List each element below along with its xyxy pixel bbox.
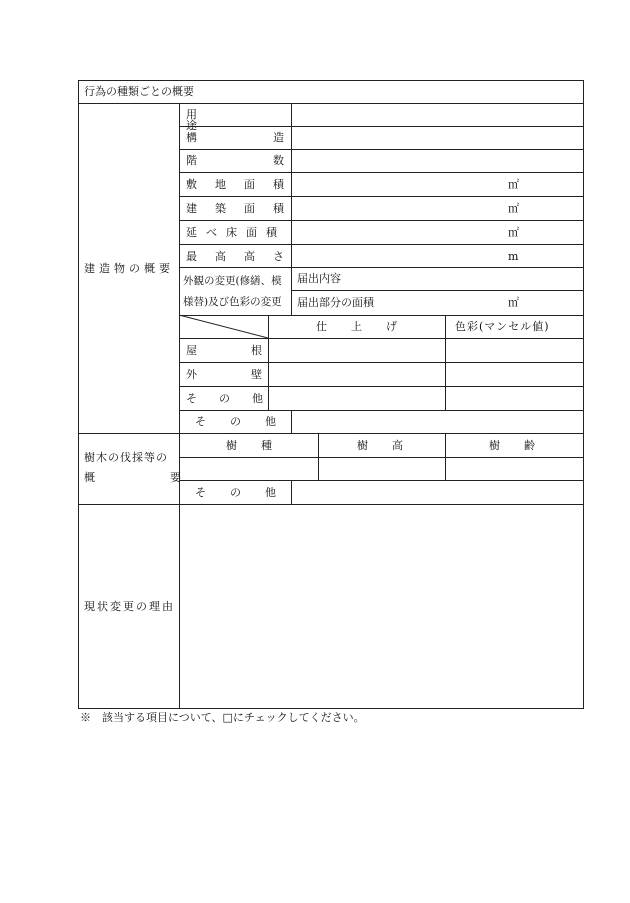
field-max-height[interactable] bbox=[292, 245, 502, 267]
footnote: ※ 該当する項目について、□にチェックしてください。 bbox=[80, 711, 365, 724]
trees-section-label-2: 概要 bbox=[84, 471, 256, 484]
unit-site-area: ㎡ bbox=[508, 178, 519, 191]
trees-age-header: 樹齢 bbox=[489, 439, 559, 452]
form-header: 行為の種類ごとの概要 bbox=[84, 85, 194, 98]
exterior-change-content-label: 届出内容 bbox=[297, 272, 341, 285]
unit-exterior-change-area: ㎡ bbox=[508, 296, 519, 309]
field-reason[interactable] bbox=[180, 505, 583, 708]
row-label-use: 用途 bbox=[186, 108, 271, 132]
trees-other-label: その他 bbox=[195, 486, 300, 499]
field-total-floor-area[interactable] bbox=[292, 221, 502, 244]
building-section-label: 建造物の概要 bbox=[84, 262, 174, 275]
field-use[interactable] bbox=[292, 104, 583, 126]
row-label-floors: 階数 bbox=[186, 154, 360, 167]
trees-section-label-1: 樹木の伐採等の bbox=[84, 451, 168, 464]
exterior-change-area-label: 届出部分の面積 bbox=[297, 296, 374, 309]
field-site-area[interactable] bbox=[292, 173, 502, 196]
row-label-structure: 構造 bbox=[186, 131, 360, 144]
field-building-area[interactable] bbox=[292, 197, 502, 220]
color-header: 色彩(マンセル値) bbox=[455, 320, 550, 333]
building-other-label: その他 bbox=[195, 415, 300, 428]
trees-height-header: 樹高 bbox=[357, 439, 427, 452]
part-wall-label: 外壁 bbox=[186, 368, 316, 381]
exterior-change-label: 外観の変更(修繕、模様替)及び色彩の変更 bbox=[183, 275, 282, 308]
trees-species-header: 樹種 bbox=[226, 439, 296, 452]
field-structure[interactable] bbox=[292, 127, 583, 149]
row-label-total-floor-area: 延べ床面積 bbox=[186, 226, 286, 239]
finish-header: 仕上げ bbox=[316, 320, 421, 333]
unit-max-height: m bbox=[508, 250, 519, 263]
row-label-site-area: 敷地面積 bbox=[186, 178, 302, 191]
unit-building-area: ㎡ bbox=[508, 202, 519, 215]
unit-total-floor-area: ㎡ bbox=[508, 226, 519, 239]
row-label-building-area: 建築面積 bbox=[186, 202, 302, 215]
part-other-label: その他 bbox=[186, 392, 285, 405]
reason-label: 現状変更の理由 bbox=[84, 600, 175, 613]
diagonal-line bbox=[179, 315, 269, 339]
part-roof-label: 屋根 bbox=[186, 344, 316, 357]
row-label-max-height: 最高高さ bbox=[186, 250, 302, 263]
field-floors[interactable] bbox=[292, 150, 583, 172]
